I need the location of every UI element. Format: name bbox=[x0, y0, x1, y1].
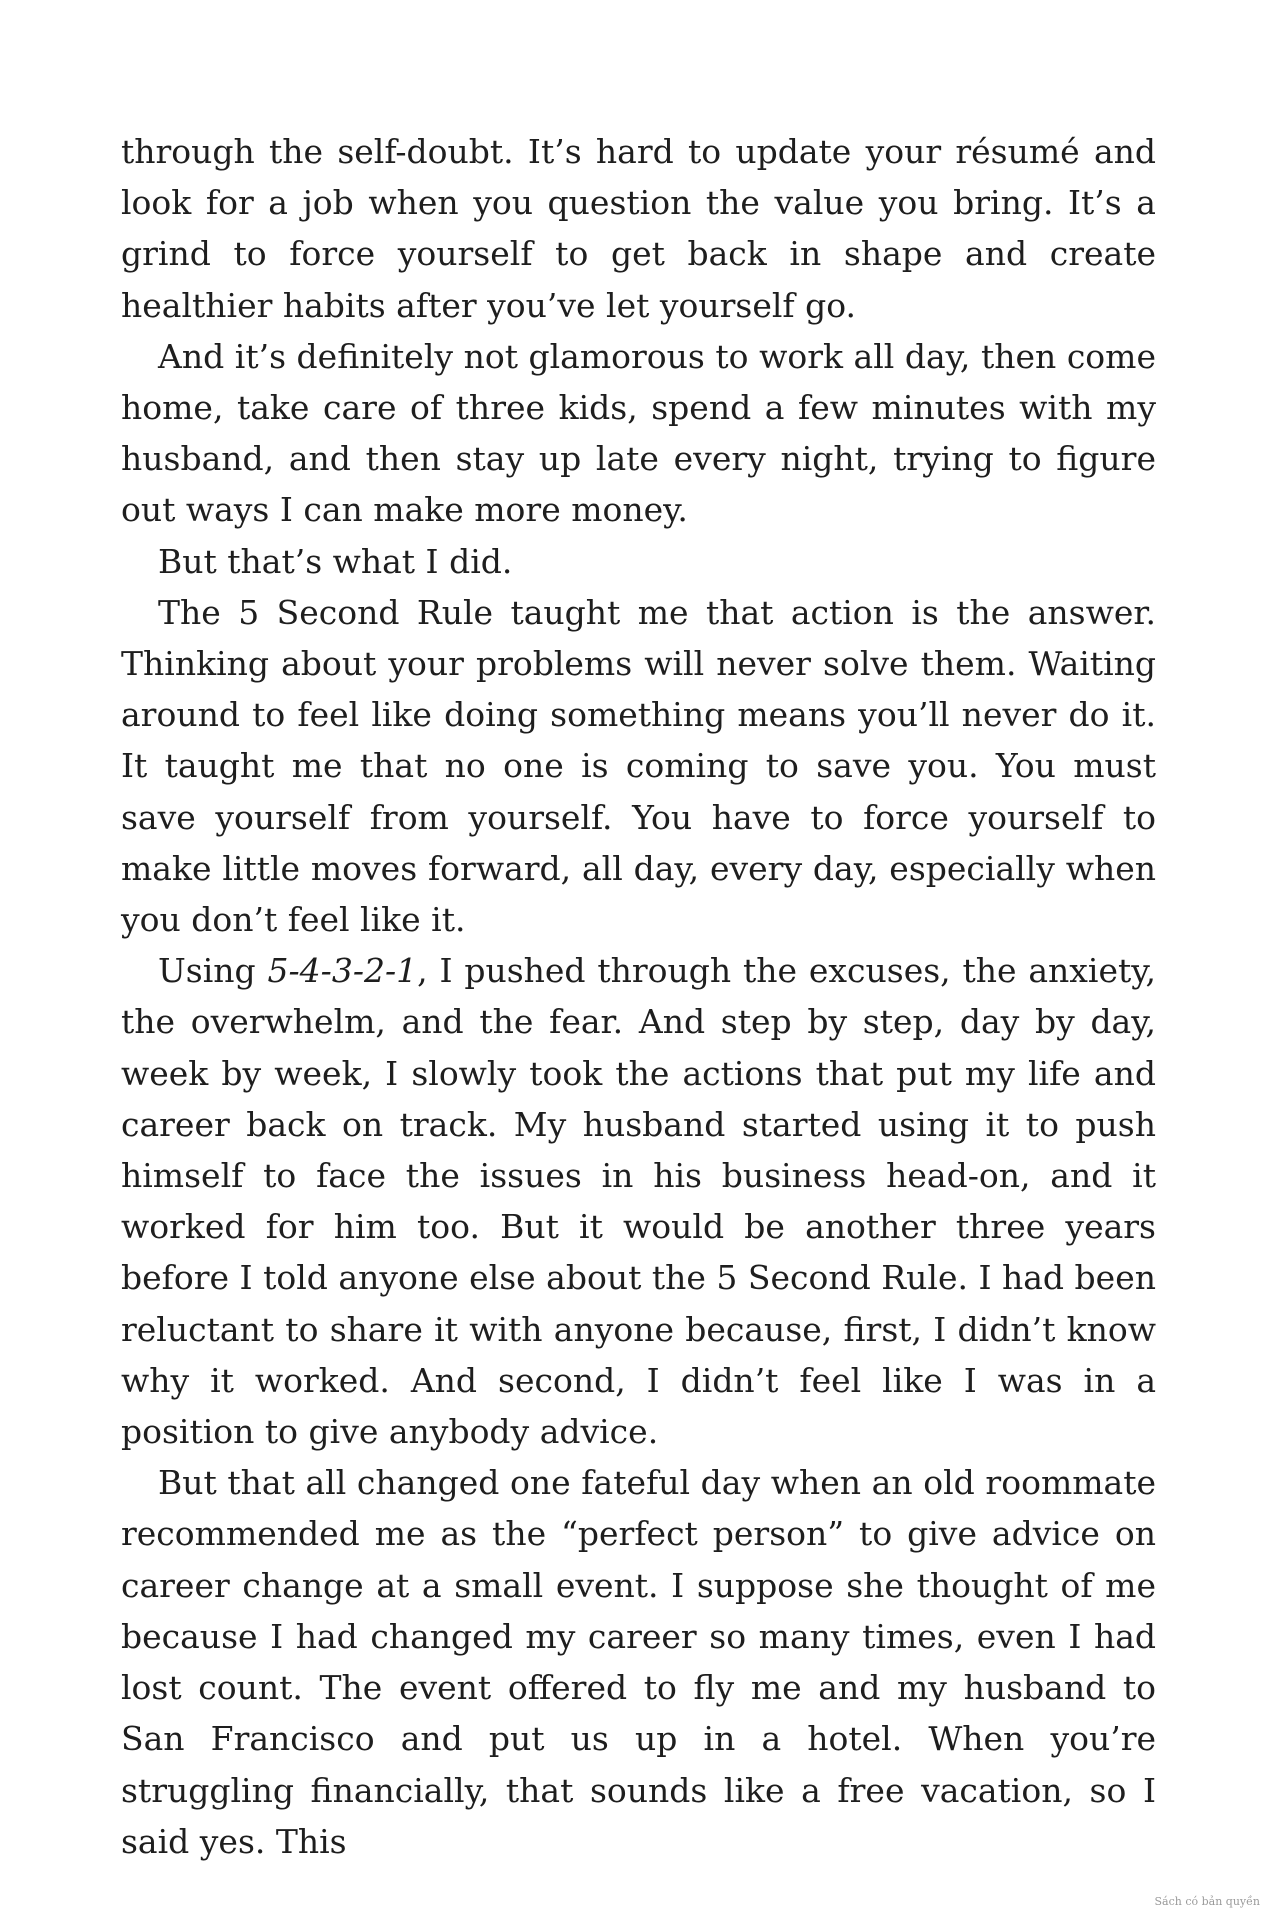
paragraph-2: And it’s definitely not glamorous to work all day, then come home, take care of three kids, spend a few minutes with my husband, and then stay up late every night, trying to figure out ways I can make more money. bbox=[121, 336, 1156, 530]
paragraph-5-lead: Using bbox=[158, 951, 268, 991]
copyright-watermark: Sách có bản quyền bbox=[1154, 1895, 1260, 1908]
paragraph-5 bbox=[121, 945, 1156, 1457]
paragraph-5-rest: , I pushed through the excuses, the anxiety, the overwhelm, and the fear. And step by step, day by day, week by week, I slowly took the actions that put my life and career back on track. My husband started using it to push himself to face the issues in his business head-on, and it worked for him too. But it would be another three years before I told anyone else about the 5 Second Rule. I had been reluctant to share it with anyone because, first, I didn’t know why it worked. And second, I didn’t feel like I was in a position to give anybody advice. bbox=[121, 951, 1157, 1452]
paragraph-6: But that all changed one fateful day when an old roommate recommended me as the “perfect person” to give advice on career change at a small event. I suppose she thought of me because I had changed my career so many times, even I had lost count. The event offered to fly me and my husband to San Francisco and put us up in a hotel. When you’re struggling financially, that sounds like a free vacation, so I said yes. This bbox=[121, 1463, 1156, 1861]
paragraph-3: But that’s what I did. bbox=[158, 541, 513, 581]
countdown-emphasis: 5-4-3-2-1 bbox=[267, 951, 418, 991]
paragraph-4: The 5 Second Rule taught me that action is the answer. Thinking about your problems will never solve them. Waiting around to feel like doing something means you’ll never do it. It taught me that no one is coming to save you. You must save yourself from yourself. You have to force yourself to make little moves forward, all day, every day, especially when you don’t feel like it. bbox=[121, 592, 1156, 940]
paragraph-1: through the self-doubt. It’s hard to update your résumé and look for a job when you question the value you bring. It’s a grind to force yourself to get back in shape and create healthier habits after you’ve let yourself go. bbox=[121, 132, 1156, 325]
page-body-text bbox=[121, 126, 1156, 1867]
